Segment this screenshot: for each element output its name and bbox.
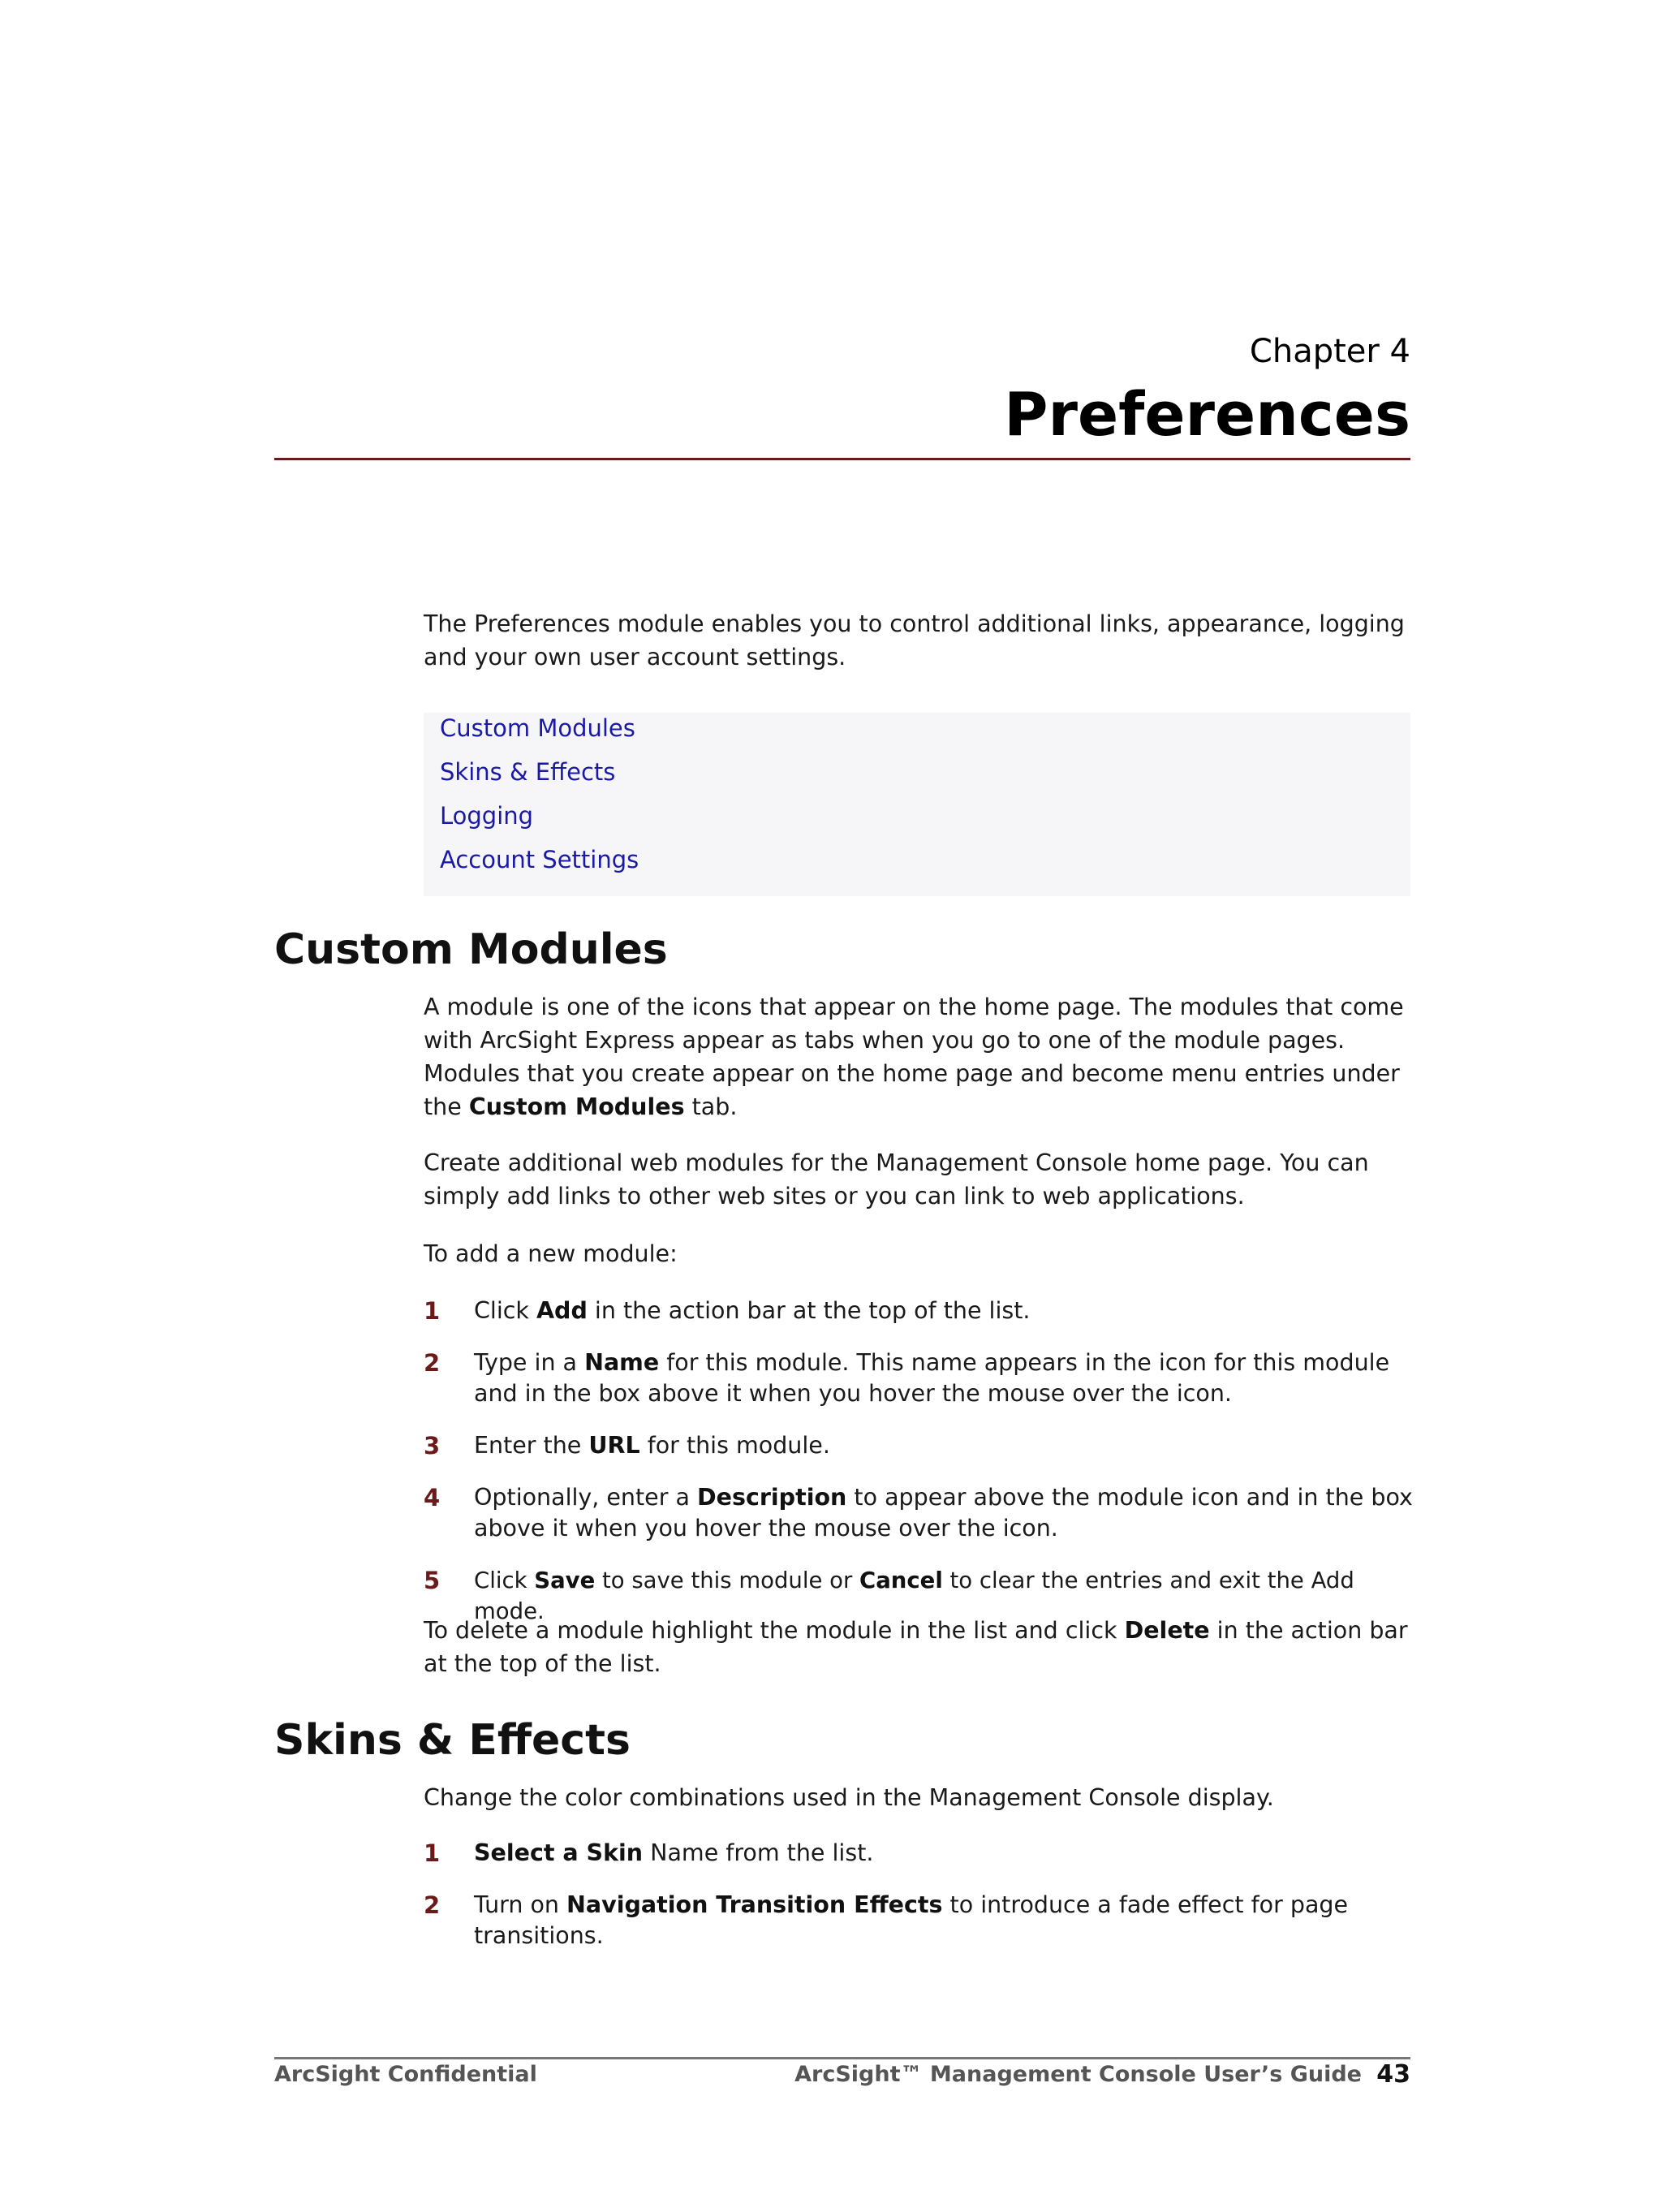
step-number: 2 xyxy=(424,1891,441,1919)
toc-link-logging[interactable]: Logging xyxy=(440,802,534,830)
step-text: Click Add in the action bar at the top of the list. xyxy=(474,1297,1031,1324)
step-number: 2 xyxy=(424,1349,441,1377)
chapter-rule xyxy=(274,458,1410,460)
step-number: 4 xyxy=(424,1484,441,1511)
step-text: Optionally, enter a Description to appear above the module icon and in the box above it when you hover the mouse over the icon. xyxy=(474,1484,1413,1542)
custom-modules-paragraph-1: A module is one of the icons that appear on the home page. The modules that come with ArcSight Express appear as tabs when you go to one of the module pages. Modules that you create appear on the home page and become menu entries under the Custom Modules tab. xyxy=(424,994,1404,1120)
footer-left-text: ArcSight Confidential xyxy=(274,2062,537,2087)
chapter-label: Chapter 4 xyxy=(1249,333,1410,370)
section-heading-custom-modules: Custom Modules xyxy=(274,925,668,974)
toc-box xyxy=(424,713,1410,896)
footer-rule xyxy=(274,2057,1410,2059)
custom-modules-paragraph-2: Create additional web modules for the Management Console home page. You can simply add links to other web sites or you can link to web applications. xyxy=(424,1149,1369,1209)
step-text: Type in a Name for this module. This name appears in the icon for this module and in the box above it when you hover the mouse over the icon. xyxy=(474,1349,1390,1407)
step-text: Click Save to save this module or Cancel to clear the entries and exit the Add mode. xyxy=(474,1567,1354,1624)
step-text: Turn on Navigation Transition Effects to introduce a fade effect for page transitions. xyxy=(474,1891,1349,1949)
skins-paragraph-1: Change the color combinations used in the Management Console display. xyxy=(424,1784,1274,1811)
custom-modules-paragraph-3: To add a new module: xyxy=(424,1240,678,1267)
page-number: 43 xyxy=(1376,2060,1410,2089)
custom-modules-paragraph-4: To delete a module highlight the module in the list and click Delete in the action bar at the top of the list. xyxy=(424,1617,1408,1677)
step-text: Select a Skin Name from the list. xyxy=(474,1839,874,1866)
step-number: 3 xyxy=(424,1432,441,1460)
step-number: 5 xyxy=(424,1567,441,1594)
step-number: 1 xyxy=(424,1297,441,1325)
footer-right-text: ArcSight™ Management Console User’s Guide xyxy=(794,2062,1362,2087)
chapter-title: Preferences xyxy=(1004,380,1410,450)
intro-paragraph: The Preferences module enables you to control additional links, appearance, logging and your own user account settings. xyxy=(424,610,1405,670)
toc-link-skins-effects[interactable]: Skins & Effects xyxy=(440,758,616,786)
section-heading-skins-effects: Skins & Effects xyxy=(274,1716,631,1765)
step-text: Enter the URL for this module. xyxy=(474,1432,830,1459)
step-number: 1 xyxy=(424,1839,441,1867)
toc-link-account-settings[interactable]: Account Settings xyxy=(440,846,639,873)
toc-link-custom-modules[interactable]: Custom Modules xyxy=(440,714,635,742)
